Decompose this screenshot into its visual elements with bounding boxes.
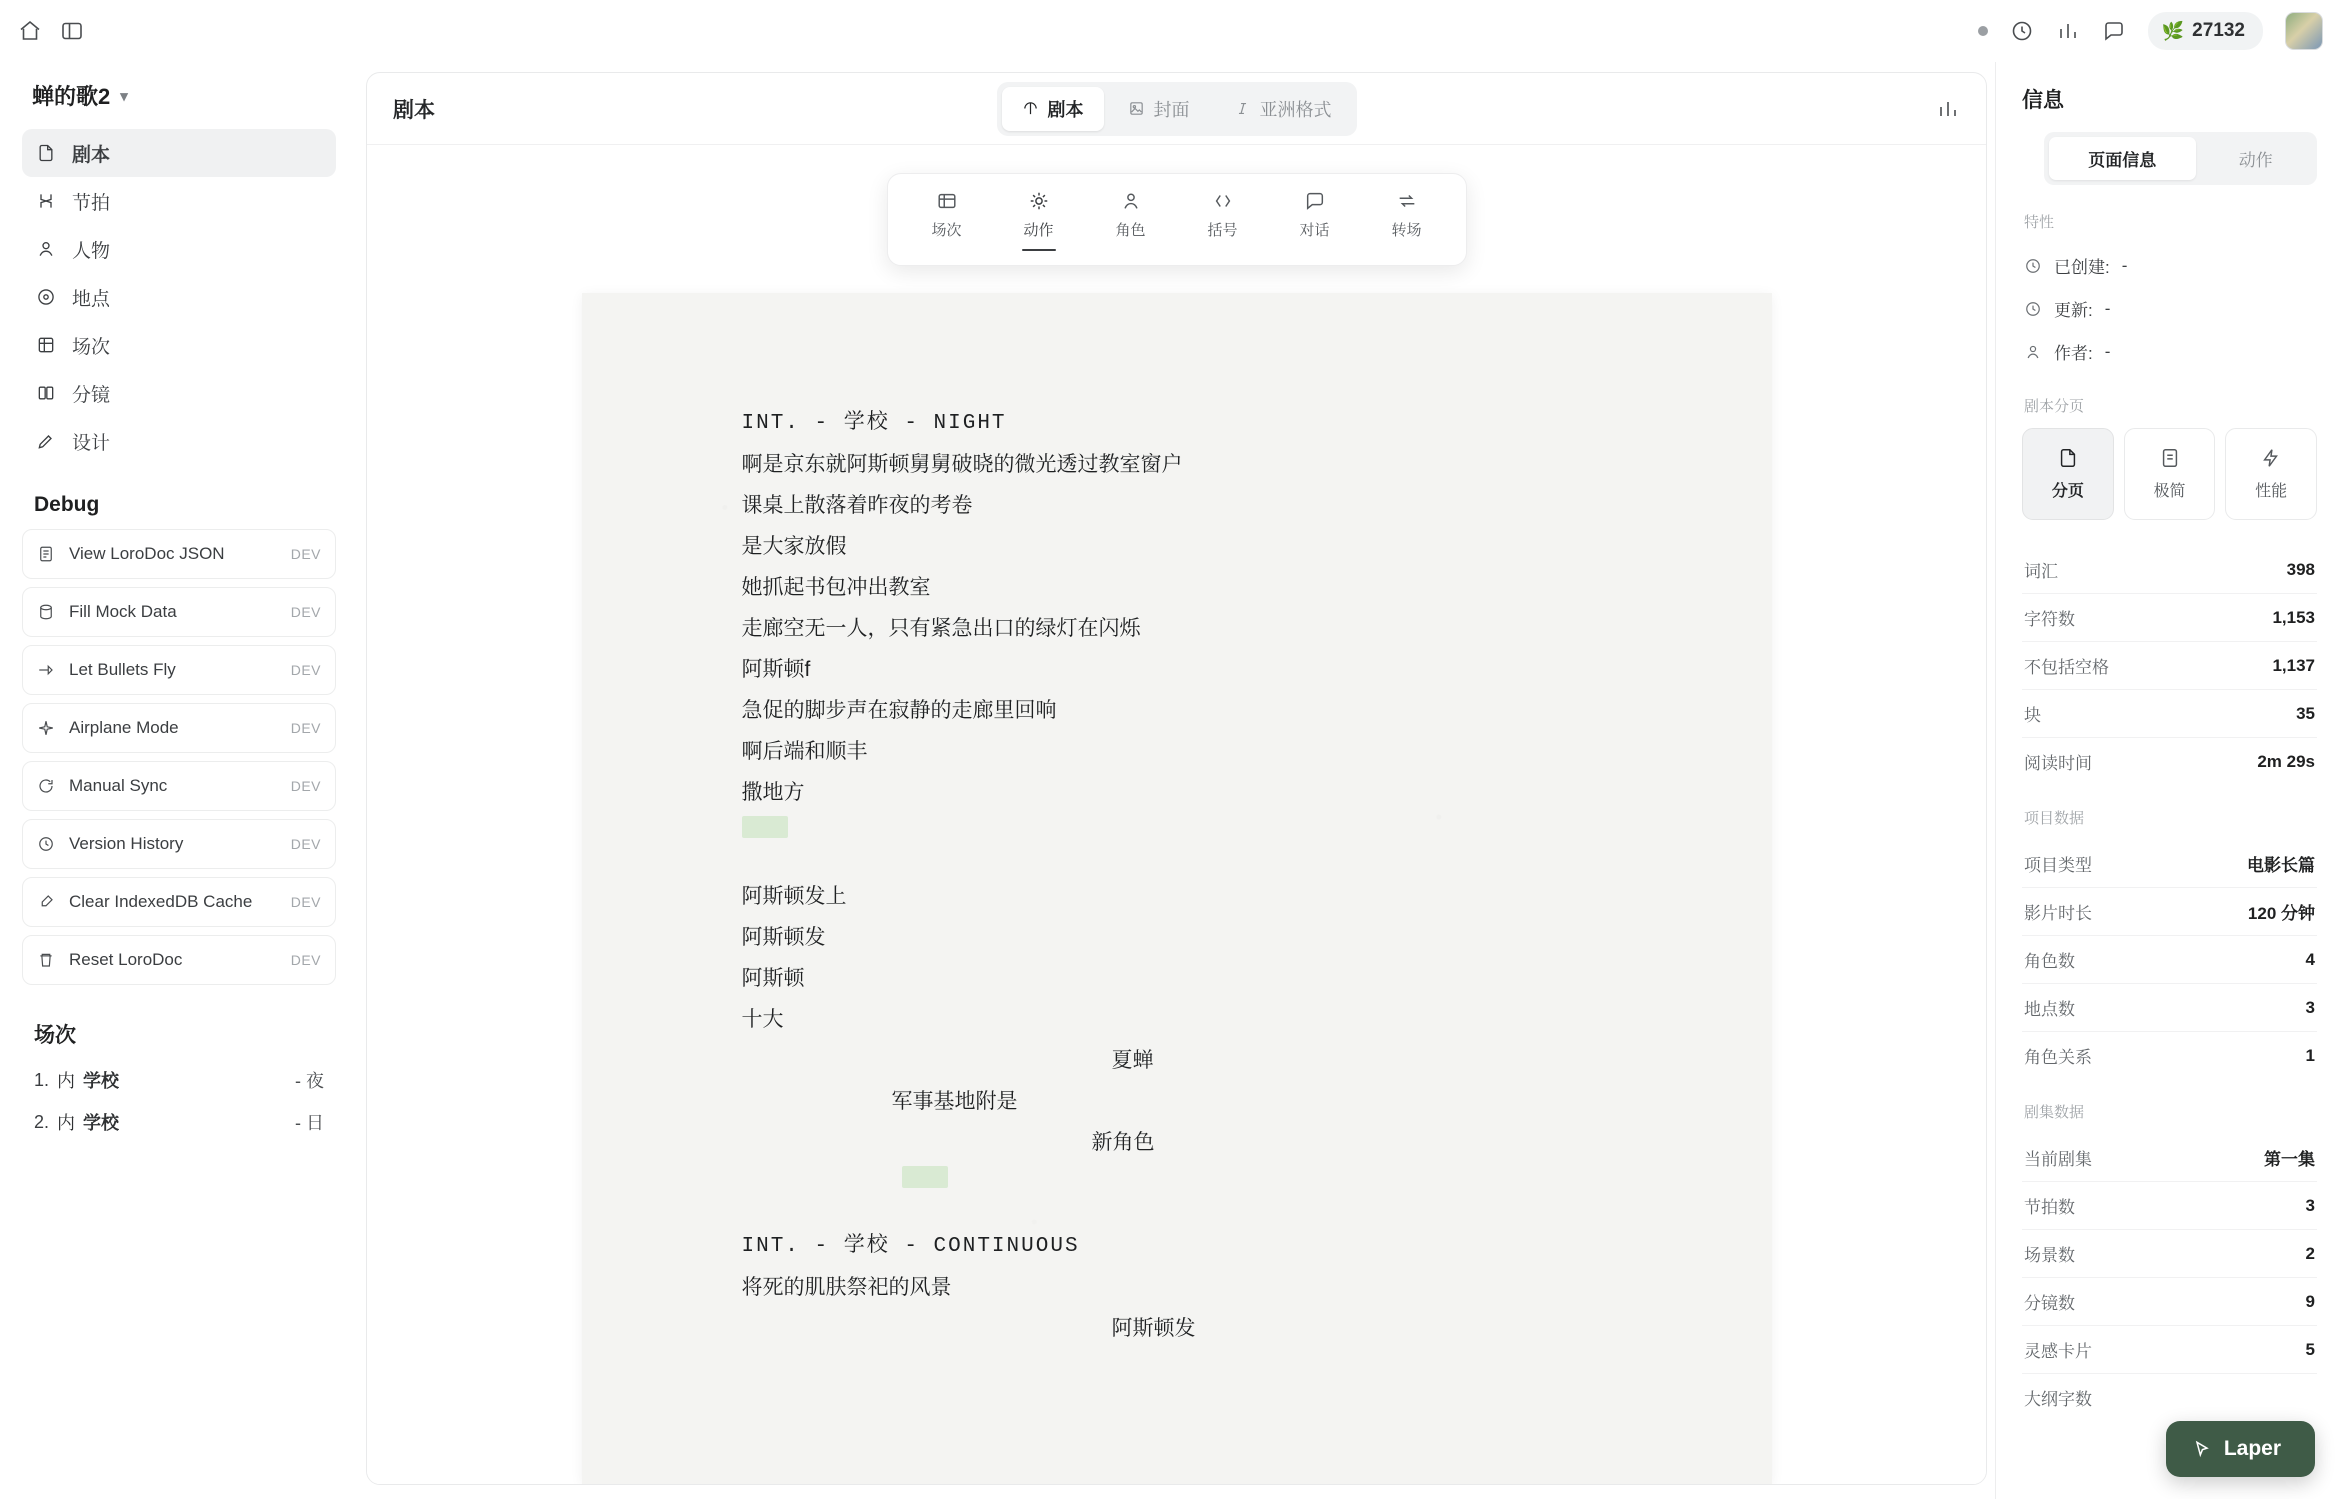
top-bar-right xyxy=(1978,12,2323,50)
stat-value: 2m 29s xyxy=(2257,751,2315,771)
debug-section-label: Debug xyxy=(34,493,100,516)
tool-label: 场次 xyxy=(931,222,962,239)
script-line-character[interactable]: 新角色 xyxy=(1091,1131,1155,1154)
script-line[interactable]: 将死的肌肤祭祀的风景 xyxy=(741,1276,952,1299)
performance-icon xyxy=(2260,447,2282,469)
stat-key: 词汇 xyxy=(2024,562,2058,581)
stat-row xyxy=(2022,983,2317,1031)
sidebar-item-scenes[interactable] xyxy=(22,321,336,369)
minimal-icon xyxy=(2159,447,2181,469)
tab-label: 剧本 xyxy=(1047,99,1084,120)
script-line[interactable]: 走廊空无一人，只有紧急出口的绿灯在闪烁 xyxy=(741,617,1141,640)
stat-row xyxy=(2022,1229,2317,1277)
editor-column xyxy=(358,62,1995,1499)
tool-dialogue[interactable] xyxy=(1270,184,1360,255)
property-label: 已创建: xyxy=(2054,258,2110,277)
property-created xyxy=(2022,244,2317,287)
script-line[interactable]: 她抓起书包冲出教室 xyxy=(741,576,931,599)
debug-item-clear-indexeddb-cache[interactable] xyxy=(22,877,336,927)
list-item[interactable] xyxy=(22,1059,336,1101)
stat-key: 角色关系 xyxy=(2024,1048,2092,1067)
script-line[interactable]: 撒地方 xyxy=(741,781,805,804)
character-icon xyxy=(1120,190,1142,212)
trash-icon xyxy=(37,951,55,969)
project-selector[interactable] xyxy=(22,72,336,129)
tool-underline xyxy=(1022,249,1056,251)
script-line[interactable]: 阿斯顿发 xyxy=(741,926,826,949)
debug-item-label: Airplane Mode xyxy=(69,718,179,737)
token-count: 27132 xyxy=(2192,20,2245,41)
script-icon xyxy=(1022,100,1039,117)
stat-value: 9 xyxy=(2305,1291,2315,1311)
beats-icon xyxy=(36,191,56,211)
stat-value: 2 xyxy=(2305,1243,2315,1263)
sidebar-item-design[interactable] xyxy=(22,417,336,465)
panel-toggle-icon[interactable] xyxy=(60,19,84,43)
chat-icon[interactable] xyxy=(2102,19,2126,43)
scene-number: 1. xyxy=(34,1069,50,1090)
property-label: 作者: xyxy=(2054,344,2093,363)
debug-item-let-bullets-fly[interactable] xyxy=(22,645,336,695)
cursor-icon xyxy=(2192,1439,2212,1459)
stat-row xyxy=(2022,1277,2317,1325)
clock-icon[interactable] xyxy=(2010,19,2034,43)
script-line[interactable]: 十大 xyxy=(741,1008,784,1031)
stat-row xyxy=(2022,1134,2317,1181)
property-author xyxy=(2022,330,2317,373)
record-dot-icon[interactable] xyxy=(1978,26,1988,36)
stat-value: 1,153 xyxy=(2272,607,2315,627)
stat-key: 地点数 xyxy=(2024,1000,2075,1019)
laper-label: Laper xyxy=(2223,1437,2281,1460)
editor-header xyxy=(367,73,1986,145)
stat-value: 1,137 xyxy=(2272,655,2315,675)
debug-item-reset-lorodoc[interactable] xyxy=(22,935,336,985)
mode-label: 性能 xyxy=(2255,483,2288,500)
stat-row xyxy=(2022,1181,2317,1229)
sidebar-item-script[interactable] xyxy=(22,129,336,177)
tool-parenthetical[interactable] xyxy=(1178,184,1268,255)
debug-item-label: Let Bullets Fly xyxy=(69,660,176,679)
page-title: 剧本 xyxy=(393,98,435,122)
stat-key: 块 xyxy=(2024,706,2041,725)
tool-label: 括号 xyxy=(1207,222,1238,239)
top-bar-left xyxy=(18,19,84,43)
stat-row xyxy=(2022,593,2317,641)
stat-value: 3 xyxy=(2305,1195,2315,1215)
debug-item-label: Version History xyxy=(69,834,184,853)
stat-row xyxy=(2022,887,2317,935)
stat-row xyxy=(2022,546,2317,593)
highlight-block xyxy=(742,816,788,838)
editor-view-tabs xyxy=(997,82,1357,136)
script-line-highlight[interactable] xyxy=(742,813,1612,854)
token-balance-pill[interactable] xyxy=(2148,12,2263,50)
scene-time: - 夜 xyxy=(295,1071,324,1091)
script-line-character[interactable]: 夏蝉 xyxy=(1111,1049,1154,1072)
scene-number: 2. xyxy=(34,1111,50,1132)
stat-value: 电影长篇 xyxy=(2247,856,2315,875)
stat-key: 大纲字数 xyxy=(2024,1390,2092,1409)
script-page[interactable] xyxy=(582,293,1772,1484)
debug-item-tag: DEV xyxy=(290,604,321,620)
property-value: - xyxy=(2104,298,2111,318)
script-line[interactable]: 是大家放假 xyxy=(741,535,847,558)
script-line-gap xyxy=(742,1204,1612,1226)
debug-item-tag: DEV xyxy=(290,720,321,736)
script-body[interactable] xyxy=(582,403,1772,1349)
stat-key: 角色数 xyxy=(2024,952,2075,971)
stat-value: 4 xyxy=(2305,949,2315,969)
sidebar-item-label: 分镜 xyxy=(72,384,111,406)
debug-item-tag: DEV xyxy=(290,778,321,794)
sidebar xyxy=(0,62,358,1499)
script-line-highlight[interactable] xyxy=(742,1163,1612,1204)
debug-item-tag: DEV xyxy=(290,952,321,968)
person-icon xyxy=(2024,343,2042,361)
stat-row xyxy=(2022,641,2317,689)
scene-icon xyxy=(936,190,958,212)
editor-card xyxy=(366,72,1987,1485)
home-icon[interactable] xyxy=(18,19,42,43)
debug-item-view-lorodoc-json[interactable] xyxy=(22,529,336,579)
stat-key: 字符数 xyxy=(2024,610,2075,629)
property-label: 更新: xyxy=(2054,301,2093,320)
script-line[interactable]: INT. - 学校 - NIGHT xyxy=(741,412,1007,435)
mode-minimal[interactable] xyxy=(2124,428,2216,520)
debug-item-tag: DEV xyxy=(290,546,321,562)
bar-chart-icon[interactable] xyxy=(2056,19,2080,43)
sync-icon xyxy=(37,777,55,795)
tool-action[interactable] xyxy=(994,184,1084,255)
tab-label: 封面 xyxy=(1153,99,1190,120)
scenes-section-label: 场次 xyxy=(34,1024,76,1047)
highlight-block xyxy=(902,1166,948,1188)
dialogue-icon xyxy=(1304,190,1326,212)
stat-key: 灵感卡片 xyxy=(2024,1342,2092,1361)
stat-value: 5 xyxy=(2305,1339,2315,1359)
tool-scene[interactable] xyxy=(902,184,992,255)
stat-row xyxy=(2022,935,2317,983)
debug-item-label: Fill Mock Data xyxy=(69,602,177,621)
history-icon xyxy=(37,835,55,853)
scene-location: 学校 xyxy=(83,1113,120,1133)
script-line[interactable]: 阿斯顿 xyxy=(741,967,805,990)
sidebar-item-label: 地点 xyxy=(72,288,111,310)
script-line[interactable]: 阿斯顿f xyxy=(741,658,811,681)
debug-item-tag: DEV xyxy=(290,894,321,910)
sidebar-item-characters[interactable] xyxy=(22,225,336,273)
debug-item-label: View LoroDoc JSON xyxy=(69,544,225,563)
tab-script[interactable] xyxy=(1002,87,1104,131)
debug-item-label: Manual Sync xyxy=(69,776,168,795)
tool-character[interactable] xyxy=(1086,184,1176,255)
stat-value: 1 xyxy=(2305,1045,2315,1065)
main-body xyxy=(0,62,2343,1499)
page-icon xyxy=(2057,447,2079,469)
sidebar-item-label: 剧本 xyxy=(72,144,111,166)
pen-icon xyxy=(36,431,56,451)
storyboard-icon xyxy=(36,383,56,403)
stat-row xyxy=(2022,1031,2317,1079)
properties-group xyxy=(2022,211,2317,373)
cover-icon xyxy=(1128,100,1145,117)
tool-label: 转场 xyxy=(1391,222,1422,239)
debug-item-label: Clear IndexedDB Cache xyxy=(69,892,253,911)
scene-time: - 日 xyxy=(295,1113,324,1133)
debug-item-airplane-mode[interactable] xyxy=(22,703,336,753)
broom-icon xyxy=(37,893,55,911)
stat-value: 35 xyxy=(2296,703,2315,723)
mode-label: 分页 xyxy=(2051,483,2084,500)
script-page-area xyxy=(367,145,1986,1484)
stat-key: 当前剧集 xyxy=(2024,1150,2092,1169)
script-line[interactable]: 课桌上散落着昨夜的考卷 xyxy=(741,494,973,517)
pagination-group xyxy=(2022,395,2317,785)
script-line-dialogue[interactable]: 军事基地附是 xyxy=(891,1090,1018,1113)
mode-label: 极简 xyxy=(2153,483,2186,500)
mode-paged[interactable] xyxy=(2022,428,2114,520)
sidebar-item-beats[interactable] xyxy=(22,177,336,225)
debug-item-label: Reset LoroDoc xyxy=(69,950,183,969)
database-icon xyxy=(37,603,55,621)
stat-key: 场景数 xyxy=(2024,1246,2075,1265)
tab-actions[interactable]: 动作 xyxy=(2238,151,2273,170)
sidebar-item-label: 人物 xyxy=(72,240,111,262)
sidebar-item-label: 场次 xyxy=(72,336,111,358)
script-line[interactable]: 啊是京东就阿斯顿舅舅破晓的微光透过教室窗户 xyxy=(741,453,1183,476)
tab-cover[interactable] xyxy=(1108,87,1210,131)
top-bar xyxy=(0,0,2343,62)
stat-key: 影片时长 xyxy=(2024,904,2092,923)
list-item[interactable] xyxy=(22,1101,336,1143)
property-updated xyxy=(2022,287,2317,330)
airplane-icon xyxy=(37,719,55,737)
script-line[interactable]: 阿斯顿发上 xyxy=(741,885,847,908)
info-panel-tabs xyxy=(2044,132,2317,185)
sidebar-item-locations[interactable] xyxy=(22,273,336,321)
script-line[interactable]: 啊后端和顺丰 xyxy=(741,740,868,763)
project-title: 蝉的歌2 xyxy=(32,84,111,109)
episode-data-group xyxy=(2022,1101,2317,1421)
stat-key: 项目类型 xyxy=(2024,856,2092,875)
avatar[interactable] xyxy=(2285,12,2323,50)
stat-value: 第一集 xyxy=(2264,1150,2315,1169)
person-icon xyxy=(36,239,56,259)
chevron-down-icon: ▾ xyxy=(120,87,128,105)
location-icon xyxy=(36,287,56,307)
scene-location: 学校 xyxy=(83,1071,120,1091)
laper-button[interactable] xyxy=(2166,1421,2315,1477)
tool-label: 角色 xyxy=(1115,222,1146,239)
stat-row xyxy=(2022,737,2317,785)
tool-label: 对话 xyxy=(1299,222,1330,239)
pagination-modes xyxy=(2022,428,2317,520)
sidebar-item-label: 节拍 xyxy=(72,192,111,214)
stat-value: 398 xyxy=(2286,559,2315,579)
action-icon xyxy=(1028,190,1050,212)
stat-key: 不包括空格 xyxy=(2024,658,2109,677)
grid-icon xyxy=(36,335,56,355)
tool-transition[interactable] xyxy=(1362,184,1452,255)
script-line-gap xyxy=(742,854,1612,876)
clock-icon xyxy=(2024,257,2042,275)
italic-icon xyxy=(1234,100,1251,117)
parenthetical-icon xyxy=(1212,190,1234,212)
stat-value: 3 xyxy=(2305,997,2315,1017)
sidebar-item-label: 设计 xyxy=(72,432,111,454)
stat-row xyxy=(2022,1325,2317,1373)
stat-key: 节拍数 xyxy=(2024,1198,2075,1217)
tool-label: 动作 xyxy=(1023,222,1054,239)
stat-row xyxy=(2022,689,2317,737)
project-data-group xyxy=(2022,807,2317,1079)
leaf-icon: 🌿 xyxy=(2161,20,2185,41)
stat-key: 阅读时间 xyxy=(2024,754,2092,773)
sidebar-item-storyboard[interactable] xyxy=(22,369,336,417)
episode-data-label: 剧集数据 xyxy=(2024,1104,2085,1121)
info-panel xyxy=(1995,62,2343,1499)
stat-row xyxy=(2022,1373,2317,1421)
scene-prefix: 内 xyxy=(57,1113,76,1133)
stat-row xyxy=(2022,840,2317,887)
debug-item-version-history[interactable] xyxy=(22,819,336,869)
stat-value: 120 分钟 xyxy=(2247,904,2315,923)
pagination-label: 剧本分页 xyxy=(2024,398,2085,415)
properties-label: 特性 xyxy=(2024,214,2055,231)
mode-performance[interactable] xyxy=(2225,428,2317,520)
scene-prefix: 内 xyxy=(57,1071,76,1091)
debug-item-tag: DEV xyxy=(290,662,321,678)
clock-icon xyxy=(2024,300,2042,318)
tab-label: 亚洲格式 xyxy=(1259,99,1332,120)
project-data-label: 项目数据 xyxy=(2024,810,2085,827)
debug-item-fill-mock-data[interactable] xyxy=(22,587,336,637)
file-icon xyxy=(36,143,56,163)
debug-item-tag: DEV xyxy=(290,836,321,852)
bullet-icon xyxy=(37,661,55,679)
script-line[interactable]: INT. - 学校 - CONTINUOUS xyxy=(741,1235,1080,1258)
tab-page-info[interactable]: 页面信息 xyxy=(2049,137,2196,180)
tab-asian-format[interactable] xyxy=(1214,87,1352,131)
script-line-character[interactable]: 阿斯顿发 xyxy=(1111,1317,1196,1340)
script-line[interactable]: 急促的脚步声在寂静的走廊里回响 xyxy=(741,699,1057,722)
stat-key: 分镜数 xyxy=(2024,1294,2075,1313)
property-value: - xyxy=(2121,255,2128,275)
debug-item-manual-sync[interactable] xyxy=(22,761,336,811)
info-panel-title: 信息 xyxy=(2022,89,2064,112)
transition-icon xyxy=(1396,190,1418,212)
bar-chart-icon[interactable] xyxy=(1936,97,1960,121)
document-icon xyxy=(37,545,55,563)
property-value: - xyxy=(2104,341,2111,361)
element-type-toolbar xyxy=(887,173,1467,266)
